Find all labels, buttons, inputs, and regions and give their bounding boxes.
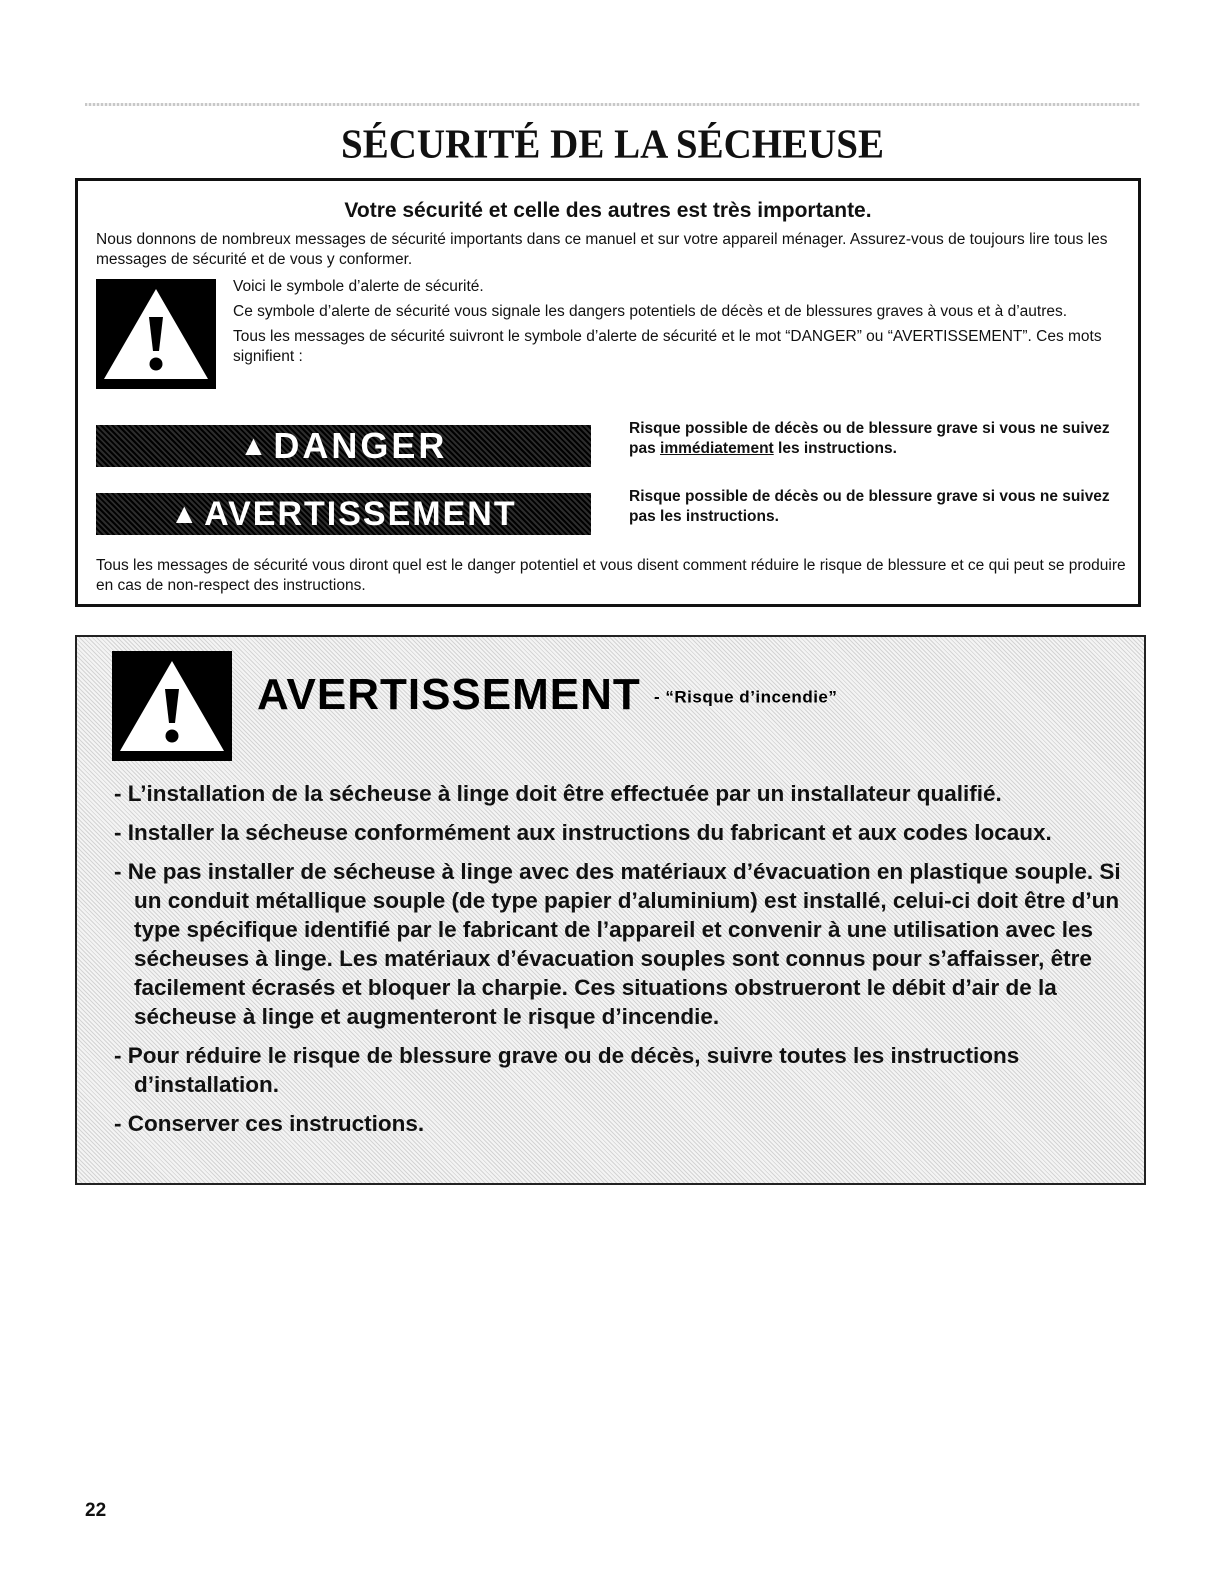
list-item: - Conserver ces instructions. — [114, 1109, 1139, 1138]
symbol-explanation — [233, 277, 1113, 372]
warning-title: AVERTISSEMENT - “Risque d’incendie” — [257, 670, 838, 719]
warning-title-text: AVERTISSEMENT — [257, 670, 641, 719]
list-item: - Installer la sécheuse conformément aux instructions du fabricant et aux codes locaux. — [114, 818, 1139, 847]
top-divider — [85, 103, 1140, 106]
danger-desc-text: Risque possible de décès ou de blessure grave si vous ne suivez pas — [629, 420, 1110, 457]
closing-paragraph: Tous les messages de sécurité vous diront quel est le danger potentiel et vous disent comment réduire le risque de blessure et ce qui peut se produire en cas de non-respect des instructions. — [96, 557, 1126, 594]
page-number: 22 — [85, 1500, 107, 1521]
warning-label: AVERTISSEMENT — [204, 494, 517, 533]
warning-triangle-icon — [96, 279, 216, 389]
warning-description: Risque possible de décès ou de blessure grave si vous ne suivez pas les instructions. — [629, 488, 1110, 525]
danger-signal-word — [96, 425, 591, 467]
symbol-line: Tous les messages de sécurité suivront le symbole d’alerte de sécurité et le mot “DANGER” ou “AVERTISSEMENT”. Ces mots signifient : — [233, 328, 1102, 365]
safety-intro-box — [75, 178, 1141, 607]
list-item: - Pour réduire le risque de blessure grave ou de décès, suivre toutes les instructions d’installation. — [114, 1041, 1139, 1099]
danger-desc-emphasis: immédiatement — [660, 440, 774, 457]
warning-list — [114, 779, 1139, 1148]
intro-paragraph: Nous donnons de nombreux messages de sécurité importants dans ce manuel et sur votre appareil ménager. Assurez-vous de toujours lire tous les messages de sécurité et de vous y conformer. — [96, 231, 1108, 268]
fire-warning-box — [75, 635, 1146, 1185]
warning-subtitle: “Risque d’incendie” — [665, 687, 838, 707]
page-title: SÉCURITÉ DE LA SÉCHEUSE — [341, 121, 884, 168]
list-item: - L’installation de la sécheuse à linge doit être effectuée par un installateur qualifié. — [114, 779, 1139, 808]
symbol-line: Voici le symbole d’alerte de sécurité. — [233, 278, 484, 295]
list-item: - Ne pas installer de sécheuse à linge avec des matériaux d’évacuation en plastique souple. Si un conduit métallique souple (de type papier d’aluminium) est installé, celui-ci doit être d’un type spécifique identifié par le fabricant de l’appareil et convenir à une utilisation avec les sécheuses à linge. Les matériaux d’évacuation souples sont connus pour s’affaisser, être facilement écrasés et bloquer la charpie. Ces situations obstrueront le débit d’air de la sécheuse à linge et augmenteront le risque d’incendie. — [114, 857, 1139, 1031]
warning-triangle-icon — [112, 651, 232, 761]
danger-description — [629, 419, 1129, 459]
danger-label: DANGER — [273, 425, 448, 466]
warning-signal-word — [96, 493, 591, 535]
intro-heading: Votre sécurité et celle des autres est très importante. — [344, 199, 872, 222]
symbol-line: Ce symbole d’alerte de sécurité vous signale les dangers potentiels de décès et de blessures graves à vous et à d’autres. — [233, 303, 1068, 320]
warning-triangle-icon: ▲ — [170, 498, 199, 529]
danger-desc-text: les instructions. — [773, 440, 897, 457]
warning-triangle-icon: ▲ — [239, 430, 268, 461]
